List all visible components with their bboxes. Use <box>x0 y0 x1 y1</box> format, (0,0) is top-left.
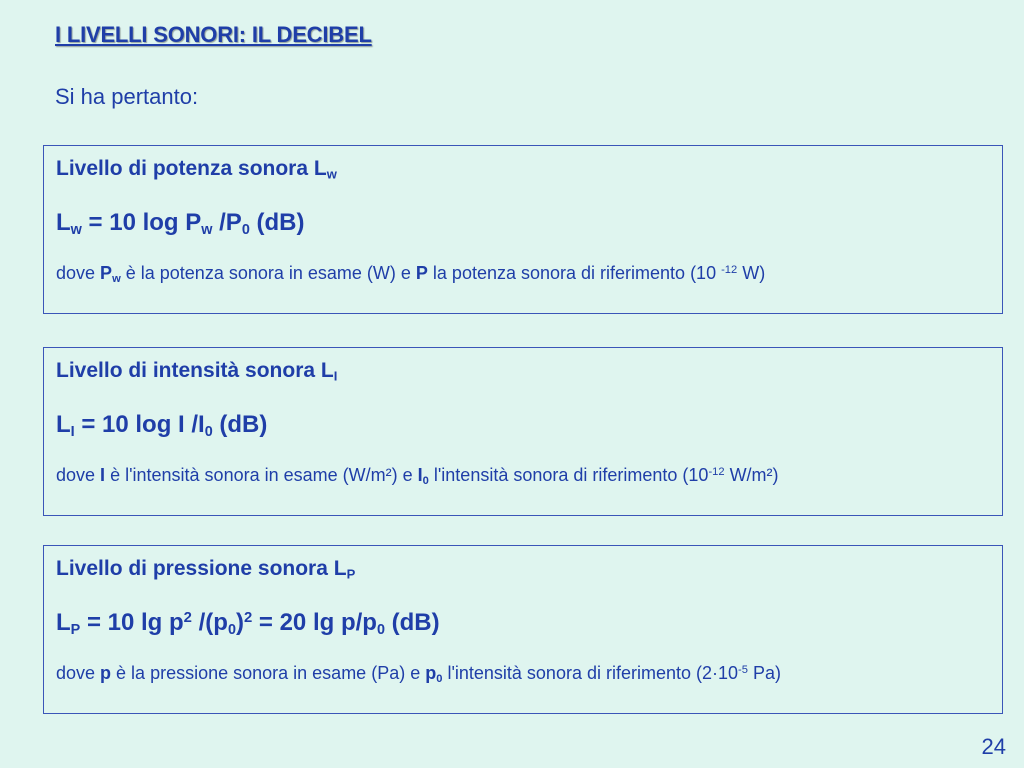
sound-intensity-formula: $L_I = 10$ log I $/I_0$ (dB) <box>56 411 268 441</box>
sound-pressure-level-box <box>43 545 1003 714</box>
sound-pressure-formula: $L_P = 10$ $\lg p^2$ $/(p_0)^2 = 20$ $\lg p/p_0$ (dB) <box>56 609 440 639</box>
sound-pressure-description: dove p è la pressione sonora in esame (Pa) e $p_0$ l'intensità sonora di riferimento ($2\cdot 10^{-5}$ Pa) <box>56 663 781 686</box>
sound-power-level-box <box>43 145 1003 314</box>
sound-power-description: dove $P_w$ è la potenza sonora in esame (W) e P la potenza sonora di riferimento (10 $^{-12}$ W) <box>56 263 766 286</box>
intro-text: Si ha pertanto: <box>55 84 199 109</box>
sound-intensity-description: dove I è l'intensità sonora in esame (W/m²) e $I_0$ l'intensità sonora di riferimento ($10^{-12}$ W/m²) <box>56 465 779 488</box>
sound-intensity-heading: Livello di intensità sonora $L_I$ <box>56 359 338 384</box>
slide-title: I LIVELLI SONORI: IL DECIBEL <box>55 22 372 47</box>
sound-power-formula: $L_w = 10$ $\log P_w$ $/P_0$ (dB) <box>56 209 305 239</box>
sound-power-heading: Livello di potenza sonora $L_w$ <box>56 157 337 182</box>
sound-intensity-level-box <box>43 347 1003 516</box>
sound-pressure-heading: Livello di pressione sonora $L_P$ <box>56 557 356 582</box>
page-number: 24 <box>981 734 1006 759</box>
